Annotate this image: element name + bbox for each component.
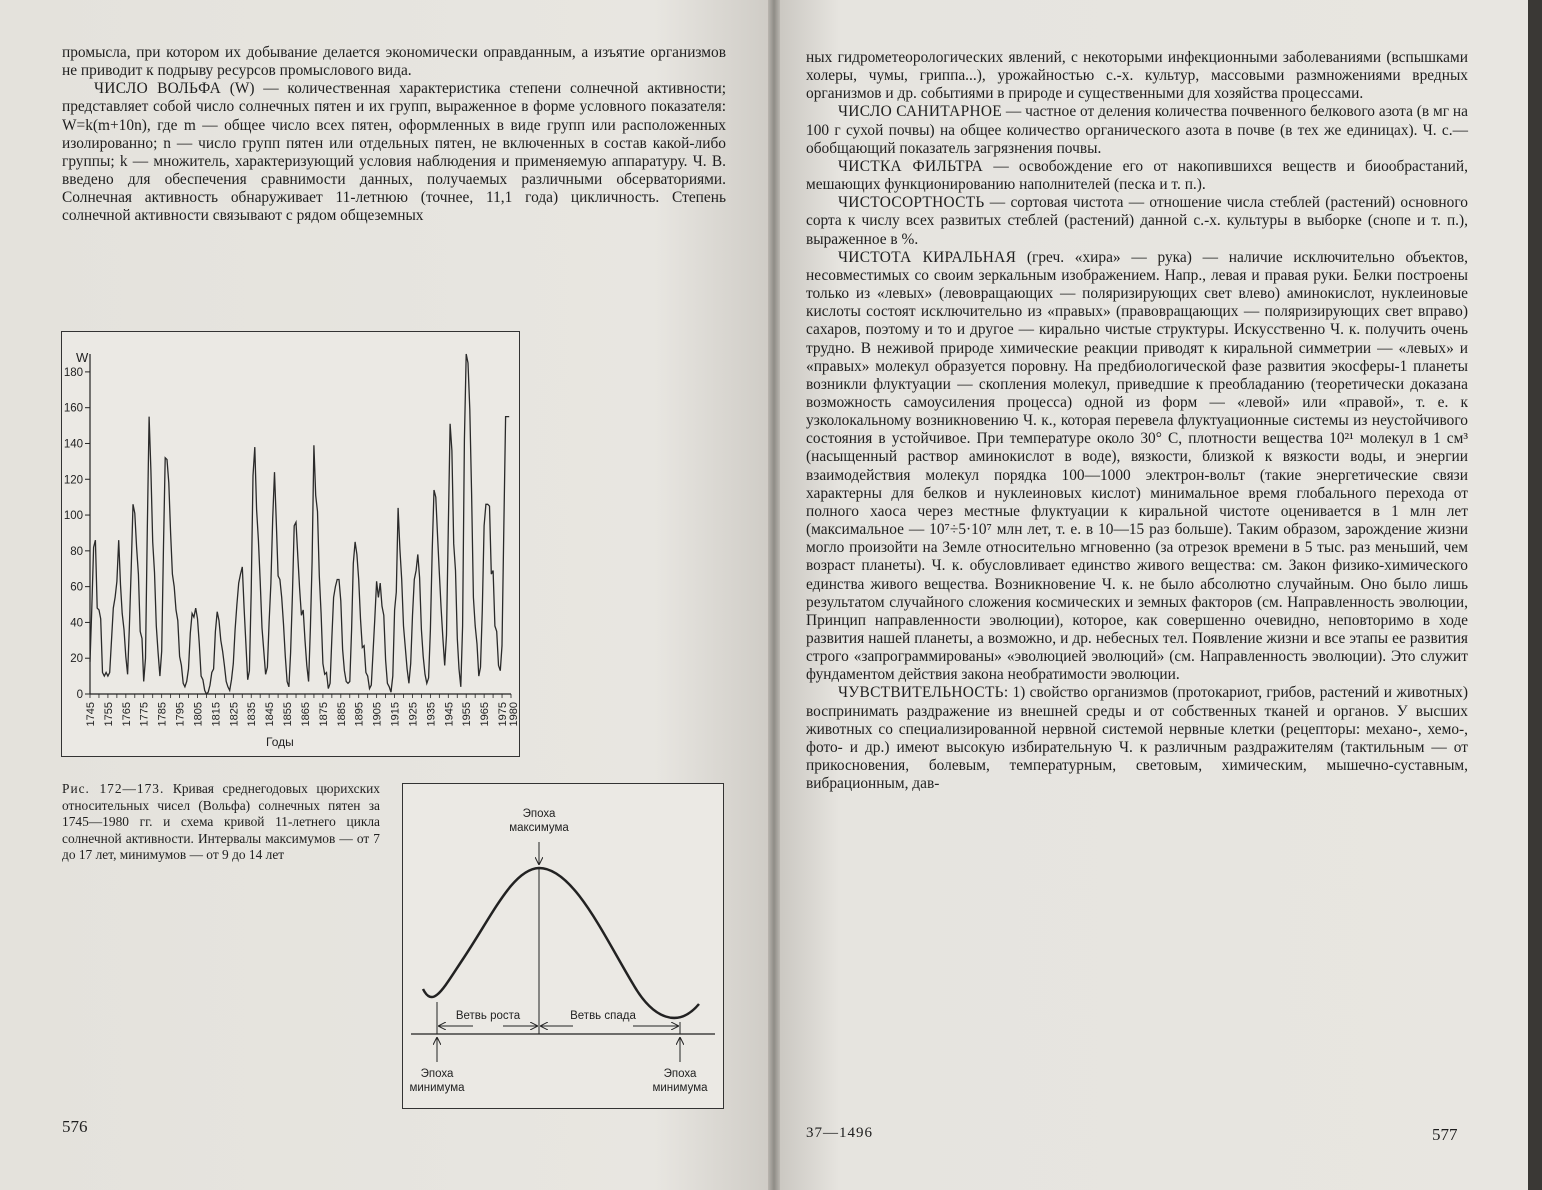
entry-text: : 1) свойство организмов (протокариот, грибов, растений и животных) воспринимать раздражение из внешней среды и от собственных тканей и органов. У высших животных со специализированной нервной системой нервные клетки (рецепторы: механо-, хемо-, фото- и др.) имеют высокую избирательную Ч. к различным раздражителям (тактильным — от прикосновения, болевым, температурным, световым, химическим, мышечно-суставным, вибрационным, дав- (806, 684, 1468, 793)
entry-text: промысла, при котором их добывание делается экономически оправданным, а изъятие организмов не приводит к подрыву ресурсов промыслового вида. (62, 44, 726, 80)
entry-text: — частное от деления количества почвенного белкового азота (в мг на 100 г сухой почвы) на общее количество органического азота в почве (в тех же единицах). Ч. с.— обобщающий показатель загрязнения почвы. (806, 103, 1469, 157)
y-tick-label: 100 (63, 510, 83, 523)
right-paragraph (806, 158, 1468, 194)
svg-text:Эпоха: Эпоха (420, 1068, 454, 1080)
entry-term: ЧИСЛО САНИТАРНОЕ (838, 103, 1002, 121)
x-tick-label: 1945 (443, 702, 456, 727)
x-tick-label: 1915 (389, 702, 402, 727)
right-paragraph (806, 103, 1468, 157)
y-axis-label: W (76, 350, 89, 365)
min-epoch-right-label (652, 1068, 708, 1094)
x-tick-label: 1905 (371, 702, 384, 727)
wolf-number-chart (61, 331, 520, 757)
solar-cycle-diagram-svg (403, 784, 723, 1108)
left-paragraph (62, 44, 726, 80)
y-tick-label: 120 (63, 474, 83, 487)
book-gutter (768, 0, 780, 1190)
right-page-number: 577 (1432, 1125, 1458, 1144)
y-tick-label: 180 (63, 366, 83, 379)
caption-label: Рис. 172—173. (62, 781, 165, 796)
x-tick-label: 1755 (102, 702, 115, 727)
y-tick-label: 140 (63, 438, 83, 451)
svg-text:минимума: минимума (652, 1082, 708, 1094)
svg-text:Эпоха: Эпоха (663, 1068, 697, 1080)
y-tick-label: 160 (63, 402, 83, 415)
x-tick-label: 1980 (508, 702, 519, 727)
entry-text: — освобождение его от накопившихся веществ и биообрастаний, мешающих функционированию наполнителей (песка и т. п.). (806, 157, 1468, 194)
y-tick-label: 40 (70, 617, 83, 630)
svg-text:минимума: минимума (409, 1082, 465, 1094)
right-paragraph (806, 194, 1468, 248)
left-page-number: 576 (62, 1117, 88, 1136)
x-tick-label: 1865 (299, 702, 312, 727)
y-tick-label: 0 (76, 689, 83, 701)
max-epoch-label (509, 808, 569, 834)
cycle-curve (423, 868, 699, 1018)
x-tick-label: 1775 (138, 702, 151, 727)
right-paragraph (806, 249, 1468, 685)
printer-signature: 37—1496 (806, 1125, 873, 1141)
left-paragraph (62, 80, 726, 225)
x-axis-label: Годы (266, 735, 294, 749)
x-tick-label: 1855 (282, 702, 295, 727)
entry-text: (W) — количественная характеристика степени солнечной активности; представляет собой число солнечных пятен и их групп, выраженное в форме условного показателя: W=k(m+10n), где m — общее число всех пятен, оформленных в виде групп или расположенных изолированно; n — число групп пятен или отдельных пятен, не включенных в состав какой-либо группы; k — множитель, характеризующий условия наблюдения и применяемую аппаратуру. Ч. В. введено для обеспечения сравнимости данных, получаемых различными обсерваториями. Солнечная активность обнаруживает 11-летнюю (точнее, 11,1 года) цикличность. Степень солнечной активности связывают с рядом общеземных (62, 80, 726, 225)
right-paragraph (806, 684, 1468, 793)
decline-branch-label: Ветвь спада (570, 1010, 636, 1022)
x-tick-label: 1875 (317, 702, 330, 727)
entry-text: ных гидрометеорологических явлений, с некоторыми инфекционными заболеваниями (вспышками холеры, чумы, гриппа...), урожайностью с.-х. культур, массовыми размножениями вредных организмов и др. событиями в природе и существенными для хозяйства процессами. (806, 49, 1468, 103)
x-tick-label: 1765 (120, 702, 133, 727)
entry-term: ЧИСТОТА КИРАЛЬНАЯ (838, 248, 1017, 266)
entry-term: ЧИСЛО ВОЛЬФА (94, 80, 222, 98)
left-page-text (62, 44, 726, 226)
right-paragraph (806, 49, 1468, 103)
wolf-number-chart-svg (62, 332, 519, 756)
svg-text:Эпоха: Эпоха (522, 808, 556, 820)
right-page-text (806, 49, 1468, 793)
x-tick-label: 1785 (156, 702, 169, 727)
x-tick-label: 1935 (425, 702, 438, 727)
x-tick-label: 1895 (353, 702, 366, 727)
x-tick-label: 1795 (174, 702, 187, 727)
min-epoch-left-label (409, 1068, 465, 1094)
figure-caption (62, 781, 380, 864)
x-tick-label: 1815 (210, 702, 223, 727)
entry-text: — сортовая чистота — отношение числа стеблей (растений) основного сорта к числу всех развитых стеблей (растений) данной с.-х. культуры в выборке (снопе и т. п.), выраженное в %. (806, 194, 1468, 248)
caption-text: Кривая среднегодовых цюрихских относительных чисел (Вольфа) солнечных пятен за 1745—1980 гг. и схема кривой 11-летнего цикла солнечной активности. Интервалы максимумов — от 7 до 17 лет, минимумов — от 9 до 14 лет (62, 781, 380, 863)
solar-cycle-diagram (402, 783, 724, 1109)
scan-edge (1528, 0, 1542, 1190)
entry-term: ЧУВСТВИТЕЛЬНОСТЬ (838, 684, 1004, 702)
y-tick-label: 20 (70, 653, 83, 666)
wolf-number-series-line (90, 354, 509, 694)
y-tick-label: 60 (70, 581, 83, 594)
x-tick-label: 1835 (246, 702, 259, 727)
x-tick-label: 1965 (479, 702, 492, 727)
entry-term: ЧИСТКА ФИЛЬТРА (838, 157, 984, 175)
x-tick-label: 1885 (335, 702, 348, 727)
svg-text:максимума: максимума (509, 822, 569, 834)
x-tick-label: 1845 (264, 702, 277, 727)
x-tick-label: 1745 (85, 702, 97, 727)
y-tick-label: 80 (70, 545, 83, 558)
x-tick-label: 1975 (497, 702, 510, 727)
entry-text: (греч. «хира» — рука) — наличие исключительно объектов, несовместимых со своим зеркальным изображением. Напр., левая и правая руки. Белки построены только из «левых» (левовращающих — поляризирующих свет влево) аминокислот, нуклеиновые кислоты состоят исключительно из «правых» (правовращающих — поляризирующих свет вправо) сахаров, поэтому и то и другое — кирально чистые структуры. Искусственно Ч. к. получить очень трудно. В неживой природе химические реакции приводят к киральной симметрии — «левых» и «правых» молекул образуется поровну. На предбиологической фазе развития экосферы-1 планеты возникли флуктуации — скопления молекул, приведшие к преобладанию (теоретически доказана возможность самоусиления процесса) одной из форм — «левой» или «правой», т. е. к узколокальному возникновению Ч. к., которая перевела флуктуационные системы из неустойчивого состояния в устойчивое. При температуре около 30° С, плотности вещества 10²¹ молекул в 1 см³ (насыщенный раствор аминокислот в воде), вязкости, близкой к вязкости воды, и энергии взаимодействия молекул порядка 100—1000 электрон-вольт (такие энергетические связи характерны для белков и нуклеиновых кислот) минимальное время глобального перехода от полного хаоса через местные флуктуации к киральной чистоте оценивается в 1 млн лет (максимальное — 10⁷÷5·10⁷ млн лет, т. е. в 10—15 раз больше). Таким образом, зарождение жизни могло произойти на Земле относительно мгновенно (за отрезок времени в 5 тыс. раз меньший, чем возраст планеты). Ч. к. обусловливает единство живого вещества: см. Закон физико-химического единства живого вещества. Возникновение Ч. к. не было абсолютно случайным. Оно было лишь результатом случайного сложения космических и земных факторов (см. Направленность эволюции, Принцип направленности эволюции), которое, как совершенно очевидно, неповторимо в ходе развития нашей планеты, а возможно, и др. небесных тел. Появление жизни и все этапы ее развития строго «запрограммированы» «эволюцией эволюций» (см. Направленность эволюции). Это служит фундаментом действия закона необратимости эволюции. (806, 248, 1468, 684)
entry-term: ЧИСТОСОРТНОСТЬ (838, 194, 985, 212)
x-tick-label: 1925 (407, 702, 420, 727)
x-tick-label: 1805 (192, 702, 205, 727)
growth-branch-label: Ветвь роста (455, 1010, 521, 1022)
x-tick-label: 1955 (461, 702, 474, 727)
x-tick-label: 1825 (228, 702, 241, 727)
